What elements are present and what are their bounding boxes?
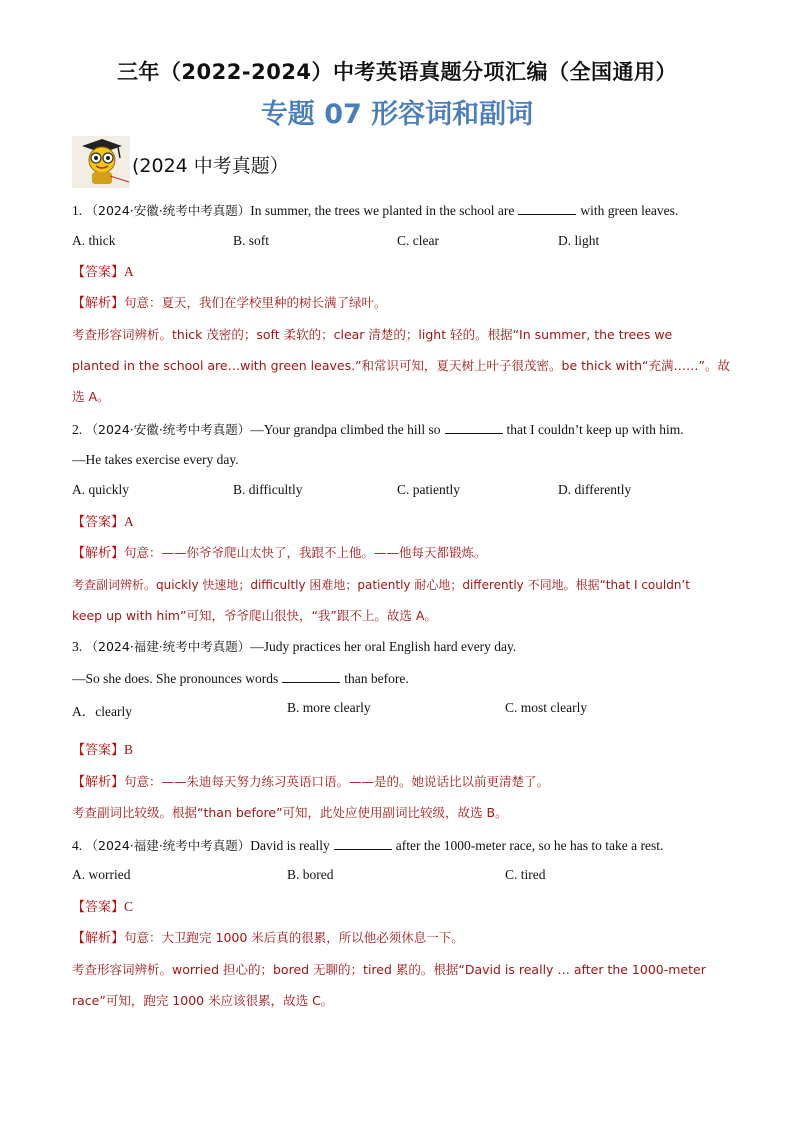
option-b: B. soft bbox=[233, 233, 270, 248]
analysis-text: keep up with him”可知，爷爷爬山很快，“我”跟不上。故选 A。 bbox=[72, 608, 437, 623]
section-header bbox=[72, 136, 289, 188]
option-c: C. most clearly bbox=[505, 700, 588, 715]
question-text: that I couldn’t keep up with him. bbox=[506, 422, 684, 437]
analysis-text: 考查副词辨析。quickly 快速地；difficultly 困难地；patiently 耐心地；differently 不同地。根据“that I couldn’t bbox=[72, 578, 690, 592]
question-text: David is really bbox=[250, 838, 330, 853]
answer-line bbox=[72, 263, 134, 282]
answer-value: C bbox=[124, 899, 134, 914]
question-number: 1. bbox=[72, 203, 83, 218]
analysis-label: 【解析】 bbox=[72, 931, 125, 946]
analysis-text: planted in the school are…with green leaves.”和常识可知，夏天树上叶子很茂密。be thick with“充满……”。故 bbox=[72, 358, 731, 373]
question-text: —He takes exercise every day. bbox=[72, 452, 239, 467]
analysis-label: 【解析】 bbox=[72, 546, 125, 561]
analysis-text: 考查副词比较级。根据“than before”可知，此处应使用副词比较级，故选 B。 bbox=[72, 805, 508, 820]
question-text: —Judy practices her oral English hard every day. bbox=[250, 639, 517, 654]
answer-label: 【答案】 bbox=[72, 515, 125, 530]
analysis-text: 句意：大卫跑完 1000 米后真的很累，所以他必须休息一下。 bbox=[124, 930, 464, 945]
answer-label: 【答案】 bbox=[72, 900, 125, 915]
analysis-line bbox=[72, 294, 387, 313]
answer-value: B bbox=[124, 742, 134, 757]
option-b: B. more clearly bbox=[287, 700, 371, 715]
option-a: A．clearly bbox=[72, 704, 132, 719]
question-text bbox=[72, 669, 409, 688]
question-number: 2. bbox=[72, 422, 83, 437]
option-d: D. differently bbox=[558, 482, 632, 497]
analysis-text: 考查形容词辨析。thick 茂密的；soft 柔软的；clear 清楚的；light 轻的。根据“In summer, the trees we bbox=[72, 327, 673, 342]
question-source: （2024·福建·统考中考真题） bbox=[85, 838, 251, 853]
answer-blank bbox=[518, 201, 576, 215]
analysis-text: 考查形容词辨析。worried 担心的；bored 无聊的；tired 累的。根据“David is really … after the 1000-meter bbox=[72, 962, 706, 977]
option-a: A. thick bbox=[72, 233, 116, 248]
answer-value: A bbox=[124, 514, 134, 529]
question-text: with green leaves. bbox=[580, 203, 679, 218]
answer-label: 【答案】 bbox=[72, 743, 125, 758]
question-number: 3. bbox=[72, 639, 83, 654]
option-b: B. difficultly bbox=[233, 482, 303, 497]
answer-line bbox=[72, 513, 134, 532]
option-a: A. worried bbox=[72, 867, 131, 882]
option-c: C. tired bbox=[505, 867, 546, 882]
question-text: —Your grandpa climbed the hill so bbox=[250, 422, 441, 437]
answer-blank bbox=[445, 420, 503, 434]
answer-value: A bbox=[124, 264, 134, 279]
question-text: In summer, the trees we planted in the school are bbox=[250, 203, 515, 218]
question-1-stem bbox=[72, 201, 678, 220]
question-source: （2024·安徽·统考中考真题） bbox=[85, 203, 251, 218]
section-label: (2024 中考真题） bbox=[132, 155, 289, 177]
option-c: C. patiently bbox=[397, 482, 460, 497]
answer-label: 【答案】 bbox=[72, 265, 125, 280]
question-text: —So she does. She pronounces words bbox=[72, 671, 279, 686]
answer-blank bbox=[282, 669, 340, 683]
answer-line bbox=[72, 898, 133, 917]
question-3-stem bbox=[72, 638, 516, 656]
analysis-text: race”可知，跑完 1000 米应该很累，故选 C。 bbox=[72, 993, 334, 1008]
question-source: （2024·安徽·统考中考真题） bbox=[85, 422, 251, 437]
analysis-line bbox=[72, 773, 549, 792]
answer-blank bbox=[334, 836, 392, 850]
analysis-label: 【解析】 bbox=[72, 296, 125, 311]
mascot-graduate-icon bbox=[72, 136, 130, 188]
analysis-text: 句意：夏天，我们在学校里种的树长满了绿叶。 bbox=[124, 295, 387, 310]
analysis-text: 句意：——你爷爷爬山太快了，我跟不上他。——他每天都锻炼。 bbox=[124, 545, 487, 560]
analysis-label: 【解析】 bbox=[72, 775, 125, 790]
question-number: 4. bbox=[72, 838, 83, 853]
answer-line bbox=[72, 741, 133, 760]
question-text: than before. bbox=[344, 671, 409, 686]
document-title: 三年（2022-2024）中考英语真题分项汇编（全国通用） bbox=[116, 60, 678, 84]
analysis-text: 句意：——朱迪每天努力练习英语口语。——是的。她说话比以前更清楚了。 bbox=[124, 774, 550, 789]
analysis-text: 选 A。 bbox=[72, 389, 110, 404]
question-4-stem bbox=[72, 836, 663, 855]
question-text: after the 1000-meter race, so he has to take a rest. bbox=[395, 838, 664, 853]
option-b: B. bored bbox=[287, 867, 334, 882]
question-source: （2024·福建·统考中考真题） bbox=[85, 639, 251, 654]
document-subtitle: 专题 07 形容词和副词 bbox=[260, 99, 534, 130]
option-a: A. quickly bbox=[72, 482, 129, 497]
option-d: D. light bbox=[558, 233, 600, 248]
analysis-line bbox=[72, 544, 487, 563]
analysis-line bbox=[72, 929, 464, 948]
question-2-stem bbox=[72, 420, 684, 439]
option-c: C. clear bbox=[397, 233, 439, 248]
